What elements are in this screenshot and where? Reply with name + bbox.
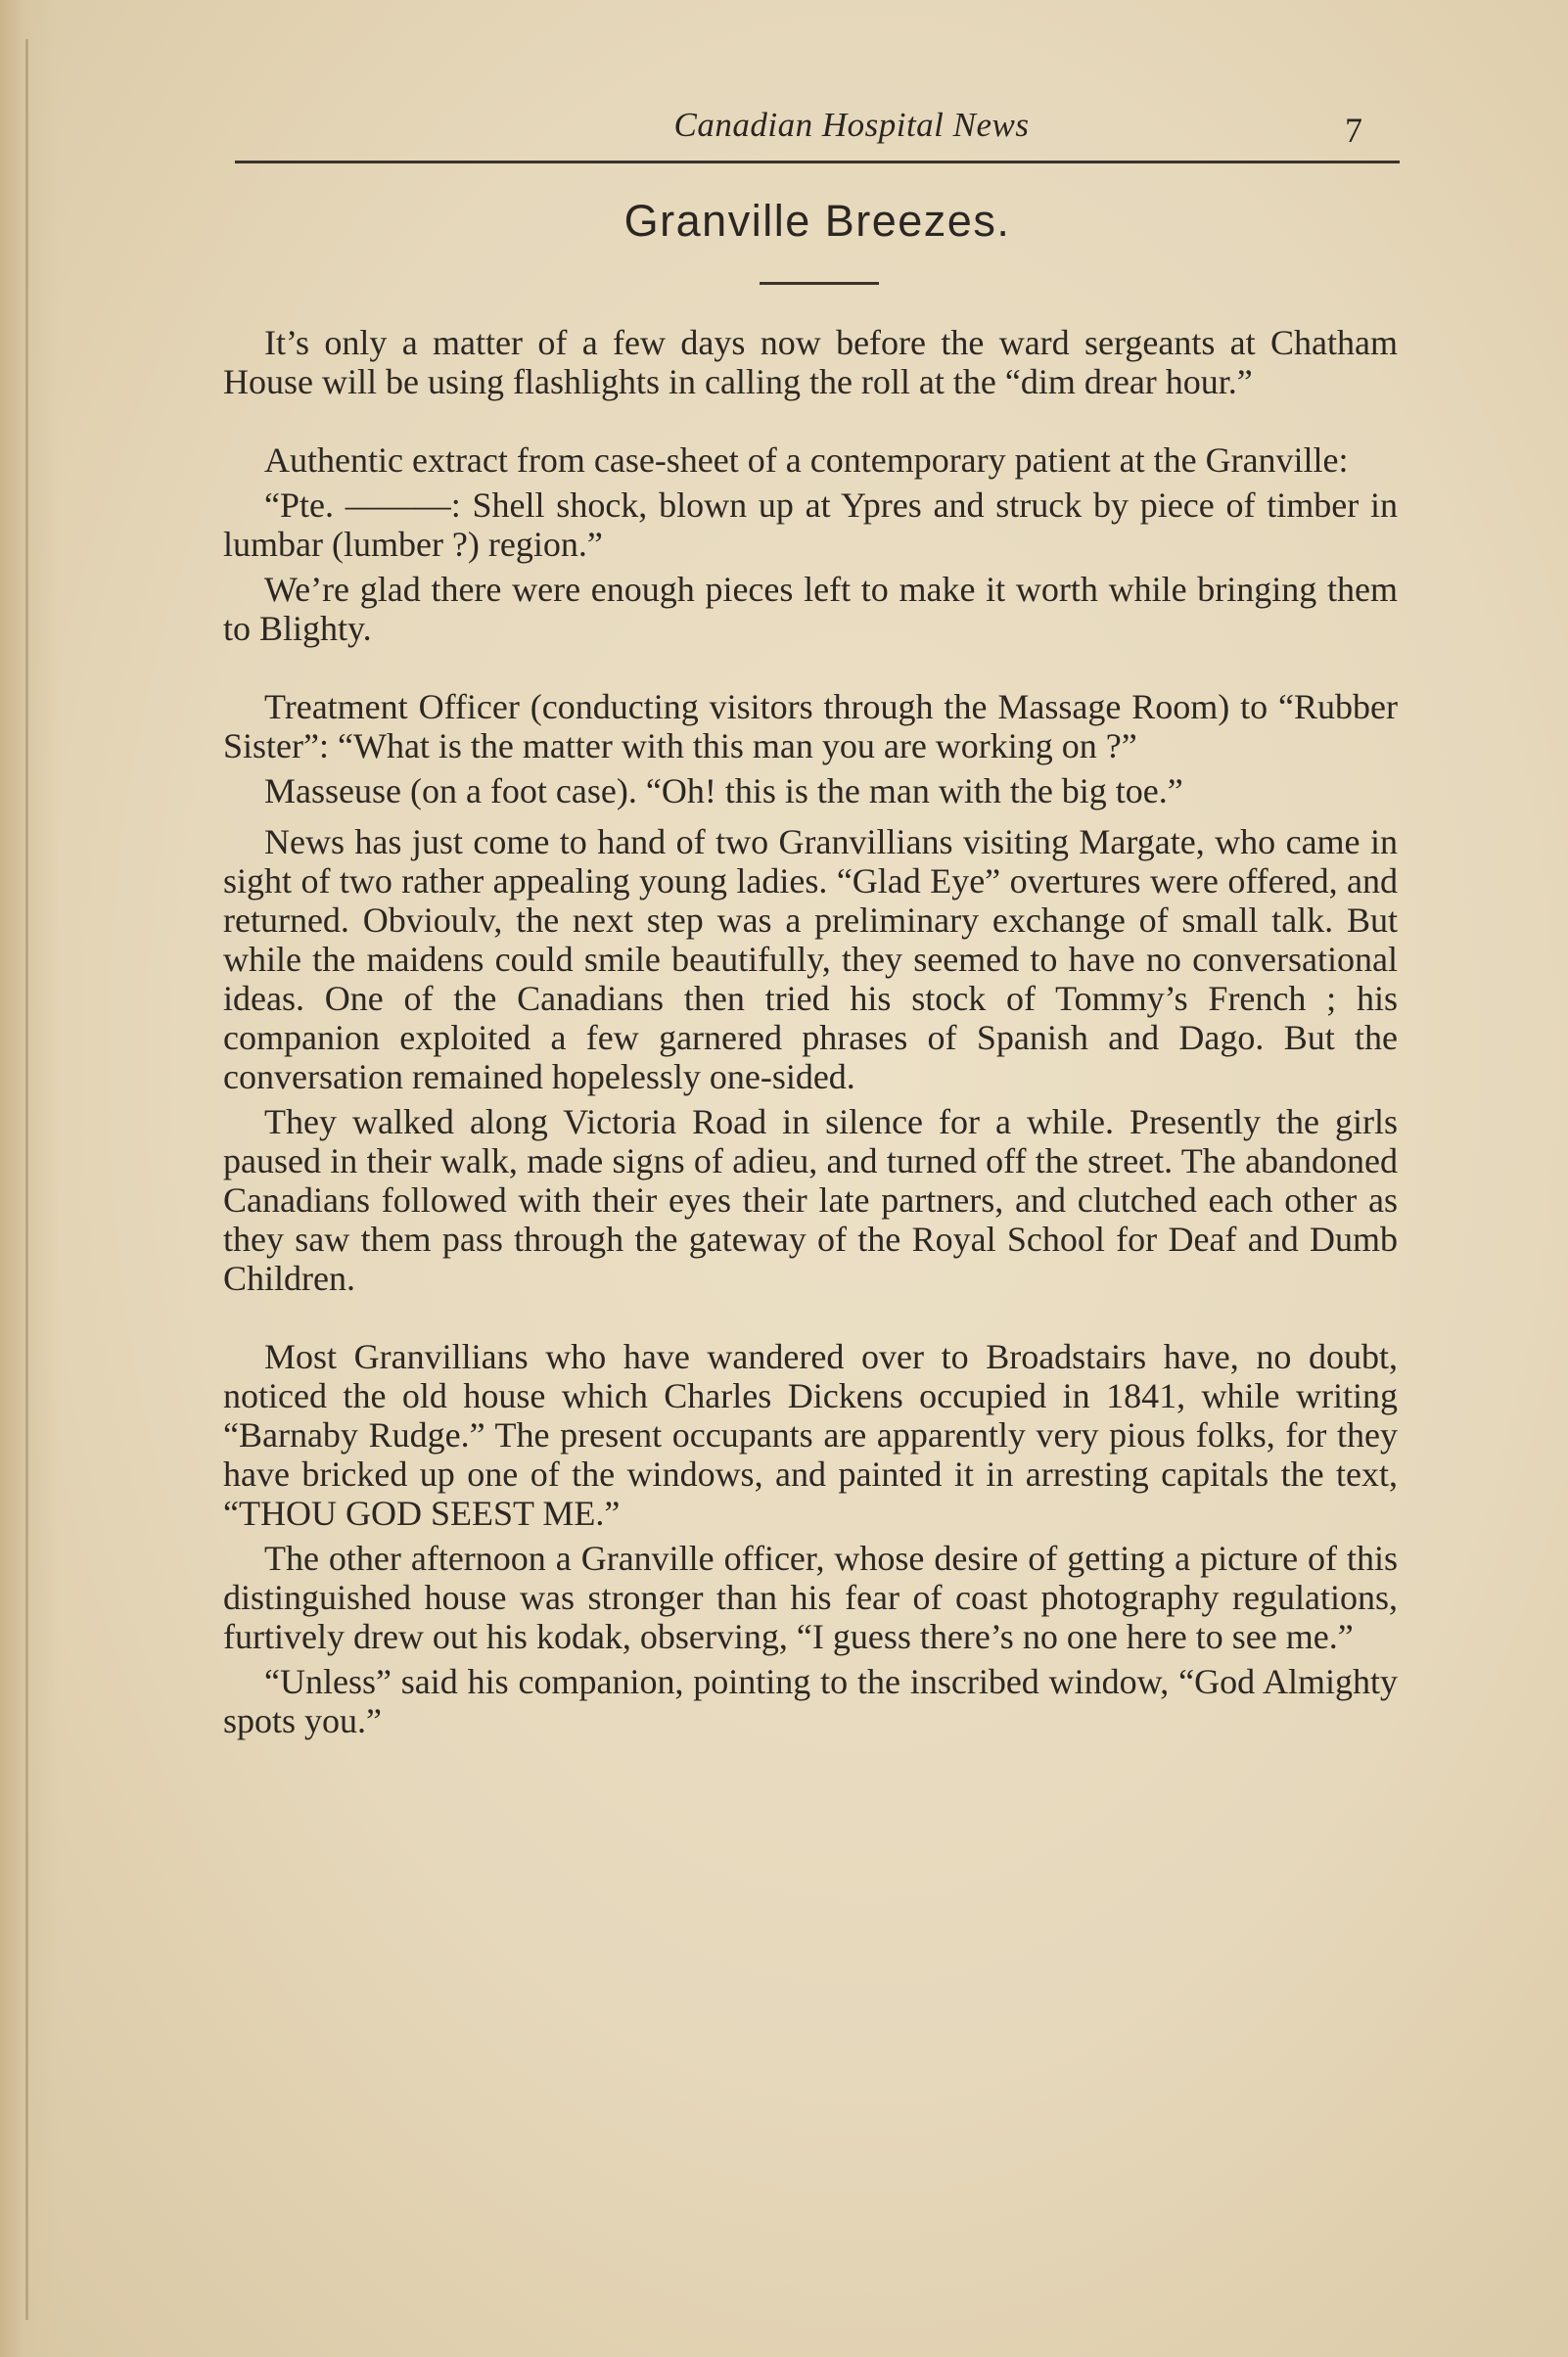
paragraph: “Unless” said his companion, pointing to the inscribed window, “God Almighty spots you.” xyxy=(223,1662,1398,1740)
paragraph: Authentic extract from case-sheet of a contemporary patient at the Granville: xyxy=(264,440,1349,480)
paragraph: It’s only a matter of a few days now before the ward sergeants at Chatham House will be using flashlights in calling the roll at the “dim drear hour.” xyxy=(223,323,1398,401)
running-header xyxy=(235,106,1400,155)
paragraph: Most Granvillians who have wandered over to Broadstairs have, no doubt, noticed the old house which Charles Dickens occupied in 1841, while writing “Barnaby Rudge.” The present occupants are apparently very pious folks, for they have bricked up one of the windows, and painted it in arresting capitals the text, “THOU GOD SEEST ME.” xyxy=(223,1337,1398,1533)
page-number: 7 xyxy=(1345,111,1362,150)
paragraph: They walked along Victoria Road in silence for a while. Presently the girls paused in their walk, made signs of adieu, and turned off the street. The abandoned Canadians followed with their eyes their late partners, and clutched each other as they saw them pass through the gateway of the Royal School for Deaf and Dumb Children. xyxy=(223,1102,1398,1298)
header-rule xyxy=(235,161,1400,163)
running-title: Canadian Hospital News xyxy=(673,106,1030,144)
title-rule xyxy=(760,282,879,285)
paragraph: We’re glad there were enough pieces left to make it worth while bringing them to Blighty. xyxy=(223,570,1398,648)
article-title: Granville Breezes. xyxy=(623,196,1011,246)
paragraph: News has just come to hand of two Granvillians visiting Margate, who came in sight of two rather appealing young ladies. “Glad Eye” overtures were offered, and returned. Obvioulv, the next step was a preliminary exchange of small talk. But while the maidens could smile beautifully, they seemed to have no conversational ideas. One of the Canadians then tried his stock of Tommy’s French ; his companion exploited a few garnered phrases of Spanish and Dago. But the conversation remained hopelessly one-sided. xyxy=(223,822,1398,1096)
paragraph: “Pte. ———: Shell shock, blown up at Ypres and struck by piece of timber in lumbar (lumber ?) region.” xyxy=(223,485,1398,564)
paragraph: Masseuse (on a foot case). “Oh! this is the man with the big toe.” xyxy=(264,771,1183,810)
paragraph: Treatment Officer (conducting visitors through the Massage Room) to “Rubber Sister”: “What is the matter with this man you are working on ?” xyxy=(223,687,1398,765)
article-body xyxy=(223,323,1398,1740)
page-binding-edge xyxy=(0,0,59,2357)
paragraph: The other afternoon a Granville officer, whose desire of getting a picture of this distinguished house was stronger than his fear of coast photography regulations, furtively drew out his kodak, observing, “I guess there’s no one here to see me.” xyxy=(223,1539,1398,1656)
binding-line xyxy=(25,39,28,2320)
